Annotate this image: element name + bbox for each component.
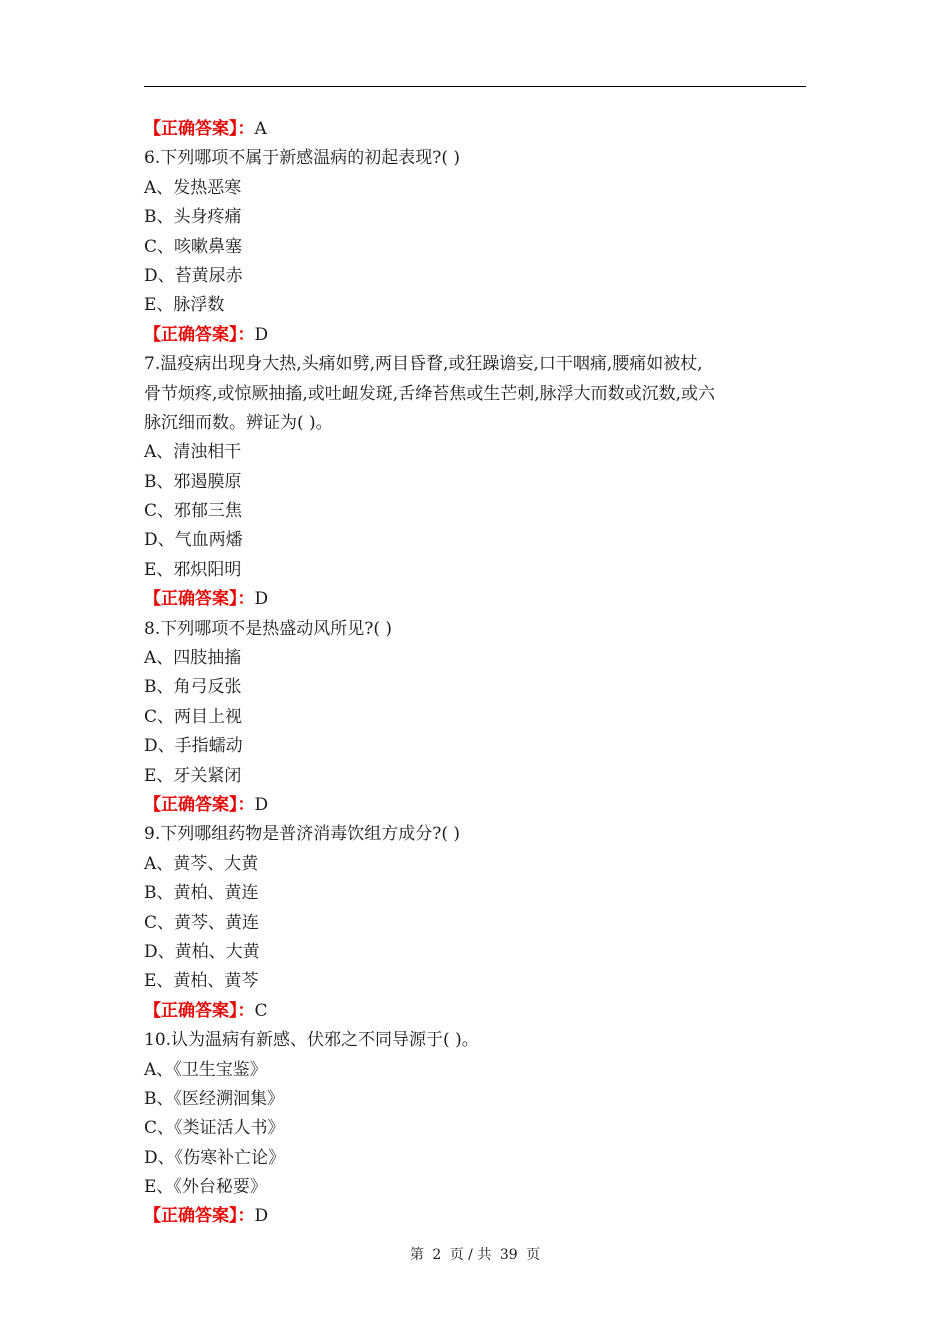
option: D、手指蠕动 <box>144 736 243 757</box>
answer-label: 【正确答案】： <box>144 1206 255 1227</box>
question-stem: 6.下列哪项不属于新感温病的初起表现?( ) <box>144 148 461 169</box>
option: A、《卫生宝鉴》 <box>144 1059 267 1080</box>
option: A、四肢抽搐 <box>144 648 242 669</box>
answer-value: C <box>254 1000 268 1021</box>
answer-value: D <box>254 589 269 610</box>
option: B、角弓反张 <box>144 677 242 698</box>
header-rule <box>144 86 806 87</box>
option: D、《伤寒补亡论》 <box>144 1147 286 1168</box>
option: D、黄柏、大黄 <box>144 941 260 962</box>
question-stem: 10.认为温病有新感、伏邪之不同导源于( )。 <box>144 1030 479 1051</box>
footer-suffix: 页 <box>526 1247 541 1263</box>
answer-line <box>144 585 814 614</box>
option: C、邪郁三焦 <box>144 501 243 522</box>
option: C、咳嗽鼻塞 <box>144 236 243 257</box>
option: C、黄芩、黄连 <box>144 912 260 933</box>
footer-total-pages: 39 <box>499 1247 518 1263</box>
answer-line <box>144 115 814 144</box>
footer-page-number: 2 <box>432 1247 442 1263</box>
option: D、气血两燔 <box>144 530 243 551</box>
option: D、苔黄尿赤 <box>144 265 243 286</box>
option: B、邪遏膜原 <box>144 471 242 492</box>
option: C、两目上视 <box>144 706 243 727</box>
answer-value: D <box>254 1206 269 1227</box>
option: B、《医经溯洄集》 <box>144 1088 284 1109</box>
page-footer <box>0 1244 950 1264</box>
question-stem: 8.下列哪项不是热盛动风所见?( ) <box>144 618 393 639</box>
option: A、发热恶寒 <box>144 177 242 198</box>
option: E、黄柏、黄芩 <box>144 971 259 992</box>
question-stem-line: 骨节烦疼,或惊厥抽搐,或吐衄发斑,舌绛苔焦或生芒刺,脉浮大而数或沉数,或六 <box>144 383 716 404</box>
option: E、邪炽阳明 <box>144 559 242 580</box>
question-stem-line: 7.温疫病出现身大热,头痛如劈,两目昏瞀,或狂躁谵妄,口干咽痛,腰痛如被杖, <box>144 354 703 375</box>
option: B、黄柏、黄连 <box>144 883 259 904</box>
answer-line <box>144 791 814 820</box>
question-stem: 9.下列哪组药物是普济消毒饮组方成分?( ) <box>144 824 461 845</box>
answer-label: 【正确答案】： <box>144 324 255 345</box>
answer-line <box>144 321 814 350</box>
document-body <box>144 115 814 1232</box>
answer-value: A <box>254 119 267 139</box>
answer-value: D <box>254 324 269 345</box>
answer-line <box>144 1202 814 1231</box>
option: A、黄芩、大黄 <box>144 853 259 874</box>
question-stem-line: 脉沉细而数。辨证为( )。 <box>144 412 333 433</box>
answer-label: 【正确答案】： <box>144 589 255 610</box>
answer-label: 【正确答案】： <box>144 119 255 139</box>
answer-label: 【正确答案】： <box>144 1000 255 1021</box>
option: E、《外台秘要》 <box>144 1177 267 1198</box>
option: E、脉浮数 <box>144 295 225 316</box>
footer-mid: 页 / 共 <box>449 1247 492 1263</box>
option: E、牙关紧闭 <box>144 765 242 786</box>
answer-line <box>144 997 814 1026</box>
option: A、清浊相干 <box>144 442 242 463</box>
answer-value: D <box>254 794 269 815</box>
answer-label: 【正确答案】： <box>144 794 255 815</box>
footer-prefix: 第 <box>409 1247 424 1263</box>
option: B、头身疼痛 <box>144 207 242 228</box>
option: C、《类证活人书》 <box>144 1118 285 1139</box>
